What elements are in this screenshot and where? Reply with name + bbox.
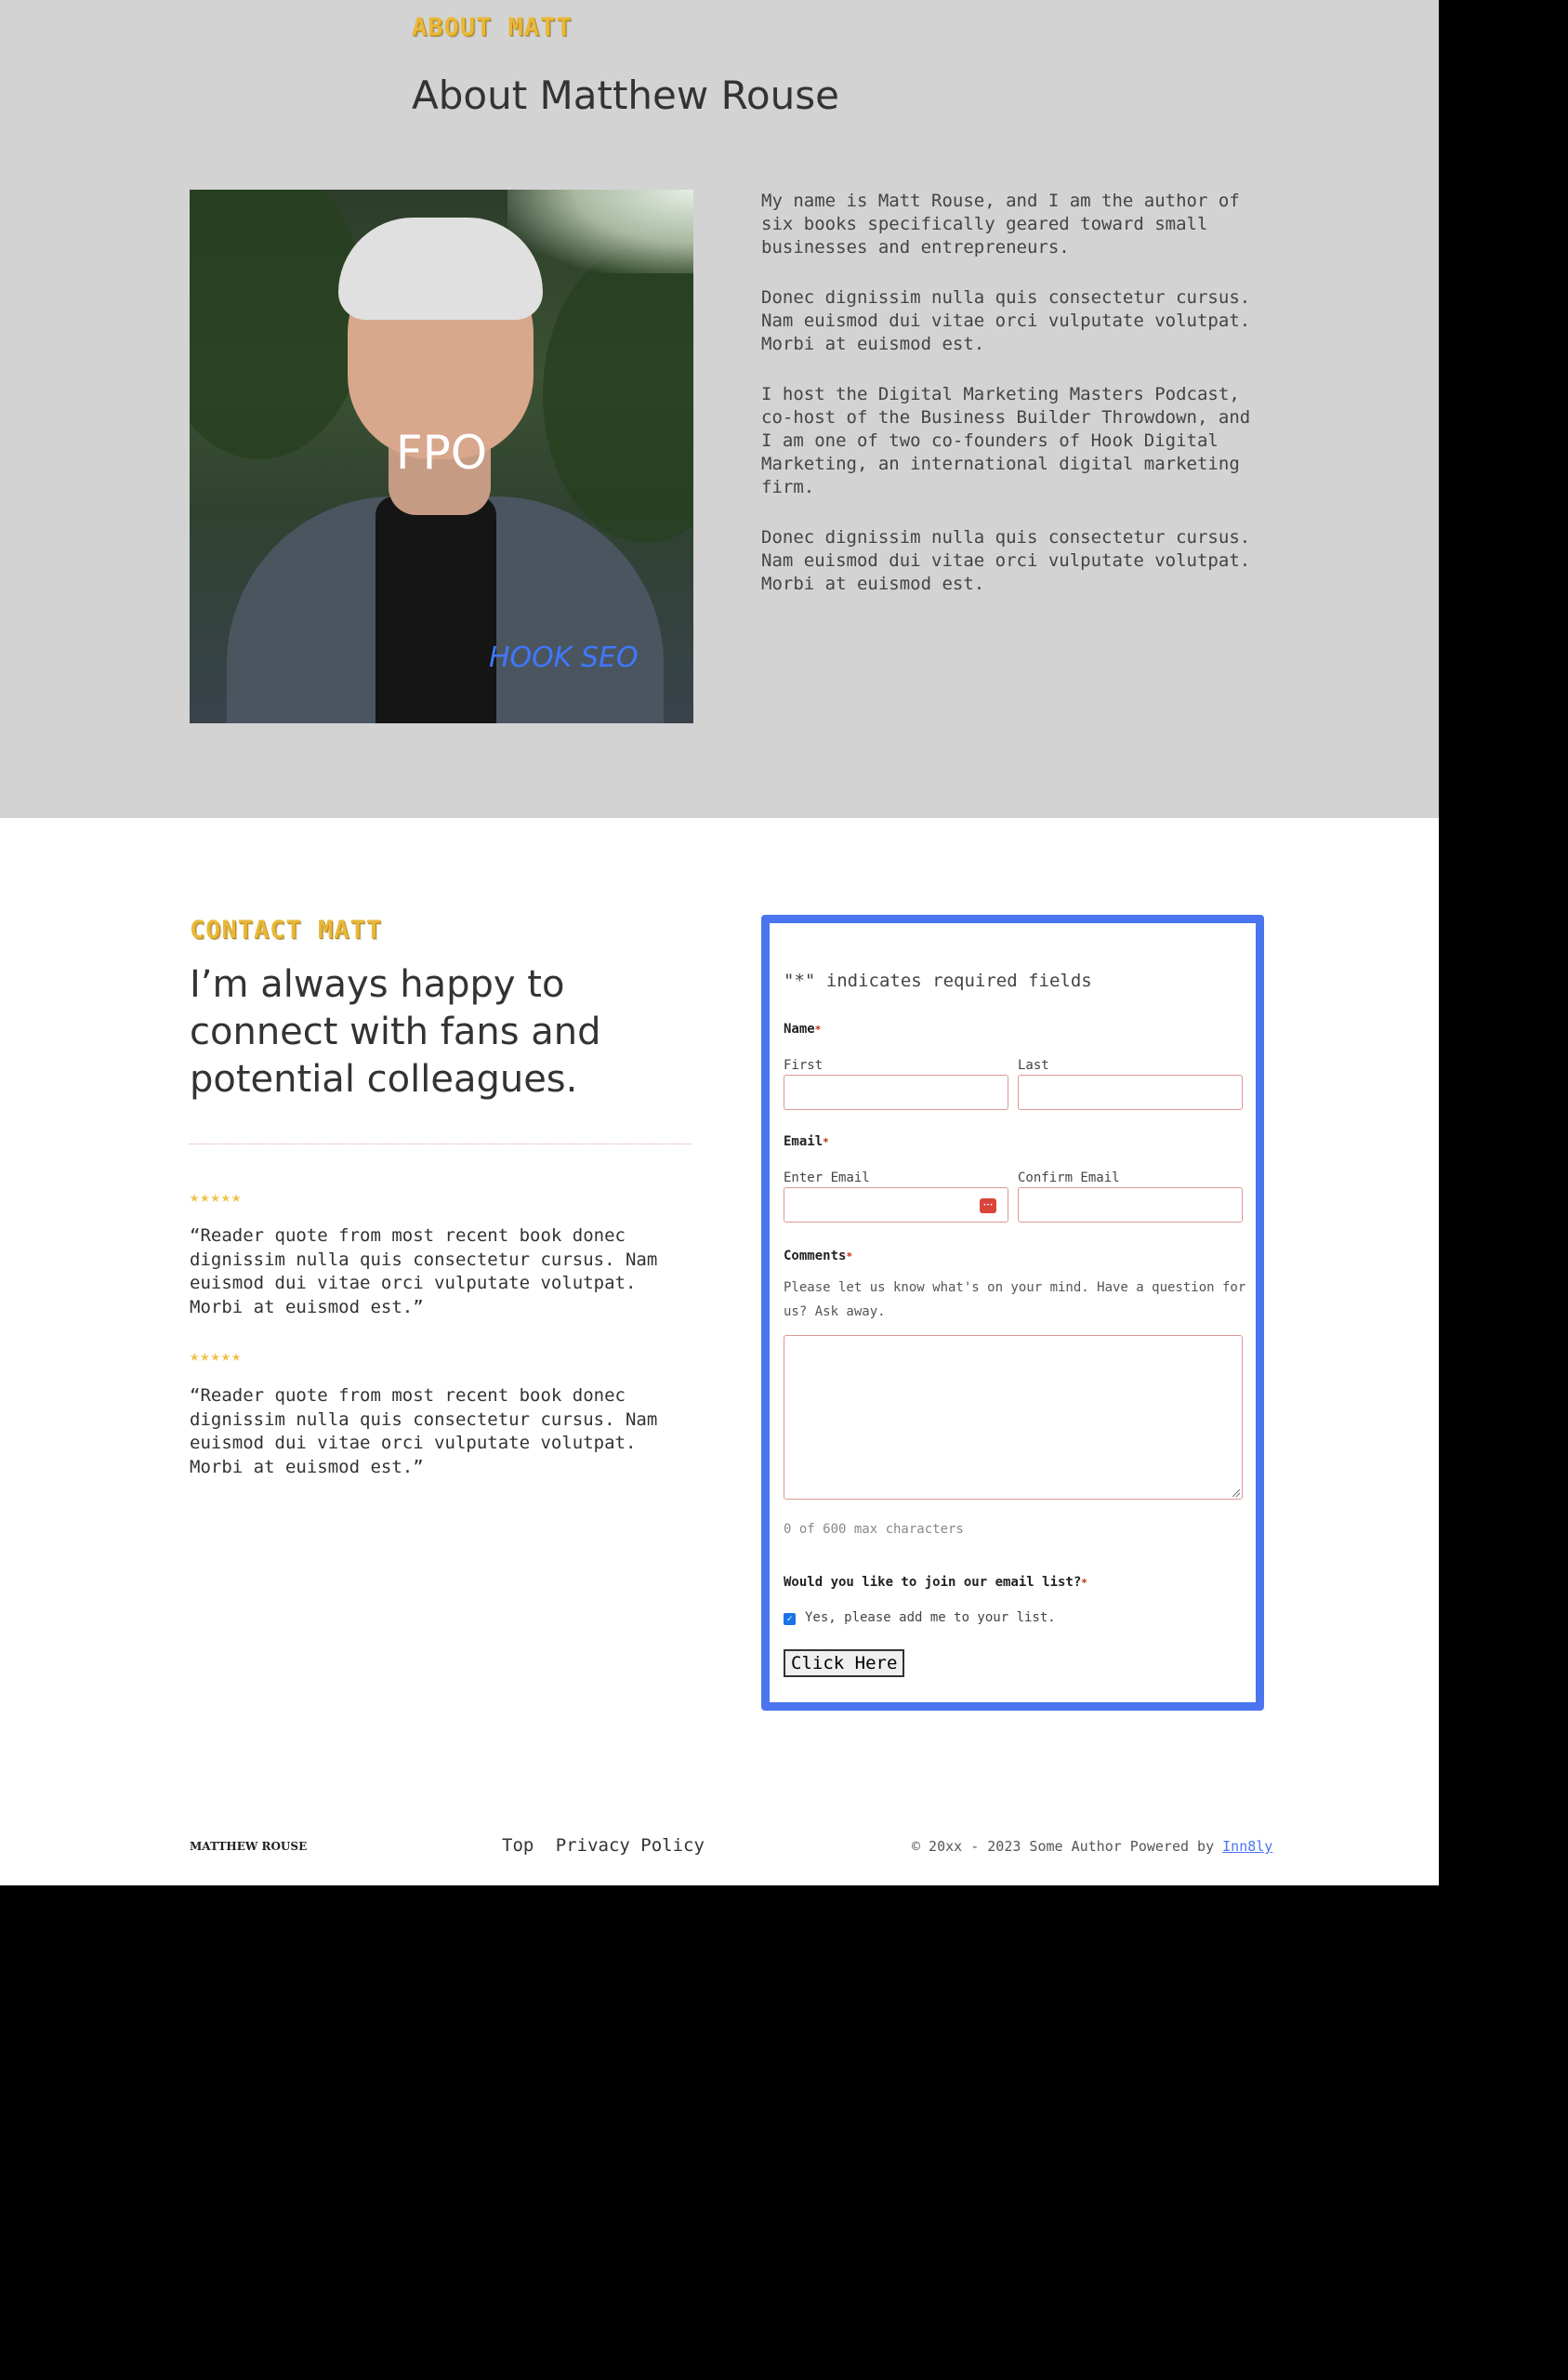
footer-nav bbox=[502, 1835, 716, 1856]
contact-heading: I’m always happy to connect with fans and potential colleagues. bbox=[190, 963, 601, 1101]
required-asterisk: * bbox=[823, 1136, 829, 1148]
shirt-logo: HOOK SEO bbox=[489, 641, 639, 674]
about-section bbox=[0, 0, 1439, 818]
name-label bbox=[784, 1022, 821, 1037]
confirm-email-sublabel: Confirm Email bbox=[1018, 1170, 1120, 1185]
name-label-text: Name bbox=[784, 1022, 815, 1037]
required-asterisk: * bbox=[814, 1024, 822, 1036]
contact-eyebrow: CONTACT MATT bbox=[190, 916, 383, 945]
testimonial-quote: “Reader quote from most recent book donec dignissim nulla quis consectetur cursus. Nam euismod dui vitae orci vulputate volutpat. Morbi at euismod est.” bbox=[190, 1225, 658, 1317]
join-list-label-text: Would you like to join our email list? bbox=[784, 1575, 1082, 1590]
last-name-input[interactable] bbox=[1018, 1075, 1243, 1110]
email-input[interactable] bbox=[784, 1187, 1008, 1223]
join-list-label bbox=[784, 1575, 1087, 1590]
contact-form bbox=[761, 915, 1264, 1711]
submit-button[interactable]: Click Here bbox=[784, 1649, 904, 1677]
footer-link-top[interactable]: Top bbox=[502, 1835, 534, 1856]
first-name-input[interactable] bbox=[784, 1075, 1008, 1110]
bio-paragraph: Donec dignissim nulla quis consectetur cursus. Nam euismod dui vitae orci vulputate volutpat. Morbi at euismod est. bbox=[761, 527, 1251, 594]
bio-paragraph: I host the Digital Marketing Masters Podcast, co-host of the Business Builder Throwdown, and I am one of two co-founders of Hook Digital Marketing, an international digital marketing firm. bbox=[761, 384, 1251, 497]
comments-label bbox=[784, 1249, 852, 1263]
last-name-sublabel: Last bbox=[1018, 1058, 1049, 1073]
confirm-email-input[interactable] bbox=[1018, 1187, 1243, 1223]
enter-email-sublabel: Enter Email bbox=[784, 1170, 870, 1185]
first-name-sublabel: First bbox=[784, 1058, 824, 1073]
required-asterisk: * bbox=[1081, 1577, 1087, 1589]
bio-paragraph: Donec dignissim nulla quis consectetur cursus. Nam euismod dui vitae orci vulputate volutpat. Morbi at euismod est. bbox=[761, 287, 1251, 354]
character-counter: 0 of 600 max characters bbox=[784, 1522, 964, 1537]
comments-help-text: Please let us know what's on your mind. Have a question for us? Ask away. bbox=[784, 1280, 1246, 1319]
about-eyebrow: ABOUT MATT bbox=[412, 13, 573, 42]
star-rating: ★★★★★ bbox=[190, 1188, 243, 1207]
required-fields-note: "*" indicates required fields bbox=[784, 971, 1092, 991]
resize-handle[interactable] bbox=[1232, 1489, 1240, 1497]
join-list-option-label[interactable]: Yes, please add me to your list. bbox=[805, 1610, 1056, 1625]
footer-link-privacy-policy[interactable]: Privacy Policy bbox=[555, 1835, 705, 1856]
join-list-checkbox[interactable]: ✓ bbox=[784, 1613, 796, 1625]
bio bbox=[761, 190, 1263, 623]
email-label bbox=[784, 1134, 829, 1149]
powered-by-link[interactable]: Inn8ly bbox=[1222, 1838, 1273, 1855]
copyright-text: © 20xx - 2023 Some Author Powered by bbox=[912, 1838, 1215, 1855]
comments-label-text: Comments bbox=[784, 1249, 847, 1263]
photo-placeholder-label: FPO bbox=[395, 426, 488, 480]
about-title: About Matthew Rouse bbox=[412, 73, 839, 118]
password-manager-icon[interactable]: ••• bbox=[980, 1198, 996, 1213]
copyright bbox=[912, 1838, 1272, 1855]
star-rating: ★★★★★ bbox=[190, 1347, 243, 1366]
required-asterisk: * bbox=[846, 1250, 853, 1263]
bio-paragraph: My name is Matt Rouse, and I am the author of six books specifically geared toward small businesses and entrepreneurs. bbox=[761, 191, 1240, 258]
footer-logo[interactable]: MATTHEW ROUSE bbox=[190, 1840, 308, 1853]
comments-textarea[interactable] bbox=[784, 1335, 1243, 1500]
email-label-text: Email bbox=[784, 1134, 824, 1149]
author-photo bbox=[190, 190, 693, 723]
testimonial-quote: “Reader quote from most recent book donec dignissim nulla quis consectetur cursus. Nam euismod dui vitae orci vulputate volutpat. Morbi at euismod est.” bbox=[190, 1385, 658, 1477]
